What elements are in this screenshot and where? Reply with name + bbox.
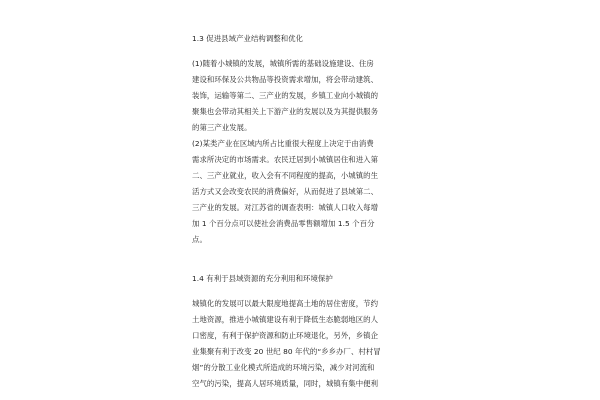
text-line: 烟”的分散工业化模式所造成的环境污染，减少对河流和 — [192, 363, 375, 372]
text-line: 业集聚有利于改变 20 世纪 80 年代的“乡乡办厂、村村冒 — [192, 347, 381, 356]
text-line: 口密度，有利于保护资源和防止环境退化，另外，乡镇企 — [192, 331, 379, 340]
text-line: (2)某类产业在区域内所占比重很大程度上决定于由消费 — [192, 139, 374, 148]
section-spacer — [192, 248, 422, 274]
text-line: 三产业的发展。对江苏省的调查表明：城镇人口收入每增 — [192, 203, 379, 212]
heading-spacer — [192, 284, 422, 296]
section-heading-1-4: 1.4 有利于县域资源的充分利用和环境保护 — [192, 274, 333, 283]
text-line: 需求所决定的市场需求。农民迁居到小城镇居住和进入第 — [192, 155, 379, 164]
paragraph-1-3-2 — [192, 136, 422, 248]
text-line: 装饰，运输等第二、三产业的发展，乡镇工业向小城镇的 — [192, 91, 379, 100]
text-line: 空气的污染，提高人居环境质量，同时，城镇有集中便利 — [192, 379, 379, 388]
text-line: 加 1 个百分点可以使社会消费品零售额增加 1.5 个百分 — [192, 219, 375, 228]
text-line: 聚集也会带动其相关上下游产业的发展以及为其提供服务 — [192, 107, 379, 116]
section-heading-1-3: 1.3 促进县域产业结构调整和优化 — [192, 34, 304, 43]
document-body — [192, 34, 422, 392]
text-line: 点。 — [192, 235, 207, 244]
text-line: 二、三产业就业，收入会有不同程度的提高，小城镇的生 — [192, 171, 379, 180]
paragraph-1-4-1 — [192, 296, 422, 392]
text-line: 活方式又会改变农民的消费偏好，从而促进了县域第二、 — [192, 187, 379, 196]
text-line: 的第三产业发展。 — [192, 123, 252, 132]
text-line: 城镇化的发展可以最大限度地提高土地的居住密度，节约 — [192, 299, 379, 308]
paragraph-1-3-1 — [192, 56, 422, 136]
text-line: (1)随着小城镇的发展，城镇所需的基础设施建设、住房 — [192, 59, 374, 68]
text-line: 土地资源，推进小城镇建设有利于降低生态脆弱地区的人 — [192, 315, 379, 324]
text-line: 建设和环保及公共物品等投资需求增加，将会带动建筑、 — [192, 75, 379, 84]
heading-spacer — [192, 44, 422, 56]
